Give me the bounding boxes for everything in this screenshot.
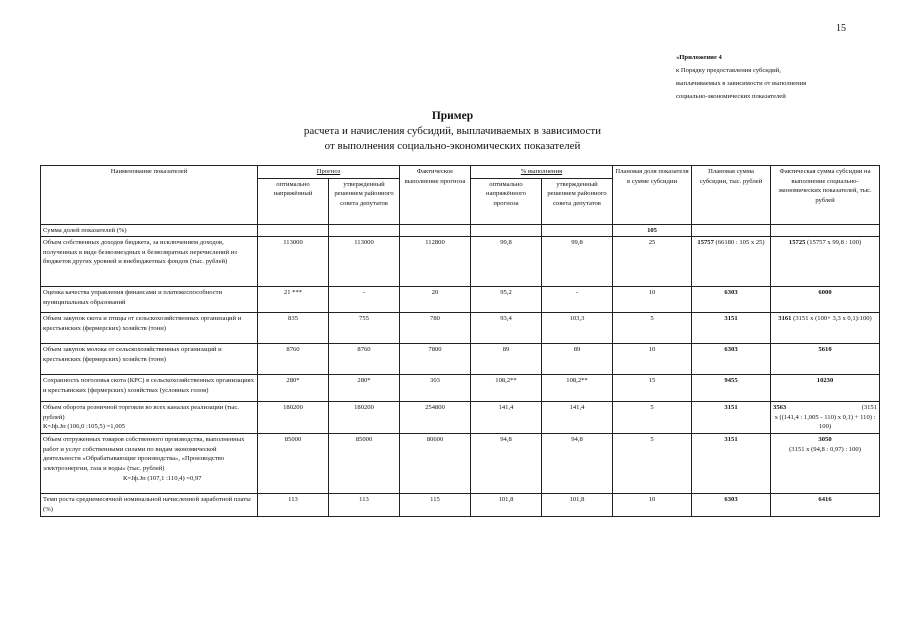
- cell-forecast-approved: 85000: [329, 434, 400, 494]
- row-name: Объем закупок скота и птицы от сельскохозяйственных организаций и крестьянских (фермерских) хозяйств (тонн): [41, 313, 258, 344]
- cell-actual: 115: [400, 494, 471, 517]
- cell-forecast-opt: 21 ***: [258, 287, 329, 313]
- sum-label: Сумма долей показателей (%): [41, 224, 258, 237]
- header-forecast-opt: оптимально напряжённый: [258, 178, 329, 224]
- cell-fact-sum: 3050 (3151 х (94,8 : 0,97) : 100): [771, 434, 880, 494]
- table-row-sum: [41, 224, 880, 237]
- cell-forecast-opt: 180200: [258, 402, 329, 434]
- cell-pct-opt: 95,2: [471, 287, 542, 313]
- cell-actual: 254800: [400, 402, 471, 434]
- cell-planned-sum: 9455: [692, 375, 771, 402]
- row-name: Объем собственных доходов бюджета, за исключением доходов, полученных в виде безвозмездных и безвозвратных перечислений из бюджетов других уровней и внебюджетных фондов (тыс. рублей): [41, 237, 258, 287]
- table-row: [41, 434, 880, 494]
- cell-pct-opt: 94,8: [471, 434, 542, 494]
- header-actual: Фактическое выполнение прогноза: [400, 166, 471, 225]
- cell-forecast-approved: 280*: [329, 375, 400, 402]
- row-name: Сохранность поголовья скота (КРС) в сельскохозяйственных организациях и крестьянских (фермерских) хозяйствах (условных голов): [41, 375, 258, 402]
- appendix-block: [676, 51, 806, 103]
- cell-forecast-approved: 755: [329, 313, 400, 344]
- cell-pct-opt: 108,2**: [471, 375, 542, 402]
- cell-share: 5: [613, 402, 692, 434]
- row-name: Объем оборота розничной торговли во всех каналах реализации (тыс. рублей) К=Јф.Јп (106,0 :105,5) =1,005: [41, 402, 258, 434]
- row-formula: К=Јф.Јп (107,1 :110,4) =0,97: [123, 474, 202, 482]
- cell-pct-approved: 141,4: [542, 402, 613, 434]
- cell-forecast-opt: 113: [258, 494, 329, 517]
- row-name: Объем закупок молока от сельскохозяйственных организаций и крестьянских (фермерских) хозяйств (тонн): [41, 344, 258, 375]
- page-number: 15: [836, 23, 846, 34]
- table-row: [41, 402, 880, 434]
- row-name: Объем отгруженных товаров собственного производства, выполненных работ и услуг собственными силами по видам экономической деятельности «Обрабатывающие производства», «Производство электроэнергии, газа и воды» (тыс. рублей) К=Јф.Јп (107,1 :110,4) =0,97: [41, 434, 258, 494]
- cell-pct-opt: 89: [471, 344, 542, 375]
- cell-forecast-opt: 85000: [258, 434, 329, 494]
- cell-pct-approved: 101,8: [542, 494, 613, 517]
- cell-forecast-approved: 113: [329, 494, 400, 517]
- cell-fact-sum: 5610: [771, 344, 880, 375]
- cell-share: 15: [613, 375, 692, 402]
- sum-share: 105: [613, 224, 692, 237]
- appendix-line: социально-экономических показателей: [676, 93, 786, 100]
- cell-share: 25: [613, 237, 692, 287]
- cell-pct-approved: 108,2**: [542, 375, 613, 402]
- cell-fact-sum: 6000: [771, 287, 880, 313]
- cell-share: 10: [613, 344, 692, 375]
- cell-pct-opt: 93,4: [471, 313, 542, 344]
- cell-forecast-opt: 835: [258, 313, 329, 344]
- table-row: [41, 287, 880, 313]
- table-row: [41, 237, 880, 287]
- cell-planned-sum: 6303: [692, 287, 771, 313]
- cell-forecast-opt: 280*: [258, 375, 329, 402]
- cell-planned-sum: 6303: [692, 494, 771, 517]
- cell-fact-sum: 3161 (3151 х (100+ 3,3 х 0,1):100): [771, 313, 880, 344]
- cell-share: 10: [613, 287, 692, 313]
- cell-actual: 303: [400, 375, 471, 402]
- cell-pct-approved: 89: [542, 344, 613, 375]
- table-row: [41, 375, 880, 402]
- header-forecast-approved: утвержденный решением районного совета депутатов: [329, 178, 400, 224]
- header-name: Наименование показателей: [41, 166, 258, 225]
- cell-share: 5: [613, 434, 692, 494]
- cell-fact-sum: 6416: [771, 494, 880, 517]
- cell-actual: 7800: [400, 344, 471, 375]
- subsidy-table: [40, 165, 880, 517]
- cell-actual: 780: [400, 313, 471, 344]
- header-percent-approved: утвержденный решением районного совета депутатов: [542, 178, 613, 224]
- cell-actual: 80600: [400, 434, 471, 494]
- table-row: [41, 313, 880, 344]
- header-forecast: Прогноз: [258, 166, 400, 179]
- cell-fact-sum: 10230: [771, 375, 880, 402]
- header-actual-sum: Фактическая сумма субсидии на выполнение социально-экономических показателей, тыс. рублей: [771, 166, 880, 225]
- cell-pct-approved: 103,3: [542, 313, 613, 344]
- cell-forecast-approved: 180200: [329, 402, 400, 434]
- cell-planned-sum: 15757 (66180 : 105 х 25): [692, 237, 771, 287]
- appendix-line: выплачиваемых в зависимости от выполнения: [676, 80, 807, 87]
- cell-share: 10: [613, 494, 692, 517]
- header-percent: % выполнения: [471, 166, 613, 179]
- document-title: Пример: [431, 110, 474, 122]
- cell-pct-approved: 94,8: [542, 434, 613, 494]
- header-percent-opt: оптимально напряжённого прогноза: [471, 178, 542, 224]
- cell-pct-opt: 99,8: [471, 237, 542, 287]
- header-planned-sum: Плановая сумма субсидии, тыс. рублей: [692, 166, 771, 225]
- document-subtitle: расчета и начисления субсидий, выплачиваемых в зависимости: [303, 125, 602, 137]
- cell-forecast-opt: 8760: [258, 344, 329, 375]
- cell-forecast-approved: 8760: [329, 344, 400, 375]
- header-share: Плановая доля показателя в сумме субсидии: [613, 166, 692, 225]
- cell-pct-opt: 141,4: [471, 402, 542, 434]
- cell-share: 5: [613, 313, 692, 344]
- cell-pct-approved: -: [542, 287, 613, 313]
- row-name: Темп роста среднемесячной номинальной начисленной заработной платы (%): [41, 494, 258, 517]
- appendix-line: к Порядку предоставления субсидий,: [676, 67, 781, 74]
- cell-planned-sum: 3151: [692, 313, 771, 344]
- cell-planned-sum: 3151: [692, 402, 771, 434]
- table-row: [41, 344, 880, 375]
- table-row: [41, 494, 880, 517]
- cell-forecast-opt: 113000: [258, 237, 329, 287]
- cell-pct-opt: 101,8: [471, 494, 542, 517]
- appendix-title: «Приложение 4: [676, 54, 722, 61]
- cell-pct-approved: 99,8: [542, 237, 613, 287]
- cell-actual: 112800: [400, 237, 471, 287]
- cell-planned-sum: 6303: [692, 344, 771, 375]
- cell-forecast-approved: 113000: [329, 237, 400, 287]
- cell-actual: 20: [400, 287, 471, 313]
- cell-forecast-approved: -: [329, 287, 400, 313]
- row-name: Оценка качества управления финансами и платежеспособности муниципальных образований: [41, 287, 258, 313]
- row-formula: К=Јф.Јп (106,0 :105,5) =1,005: [43, 423, 126, 431]
- document-subtitle: от выполнения социально-экономических показателей: [324, 140, 581, 152]
- cell-fact-sum: 15725 (15757 х 99,8 : 100): [771, 237, 880, 287]
- cell-fact-sum: 3563 (3151 х ((141,4 : 1,005 - 110) х 0,1) + 110) : 100): [771, 402, 880, 434]
- cell-planned-sum: 3151: [692, 434, 771, 494]
